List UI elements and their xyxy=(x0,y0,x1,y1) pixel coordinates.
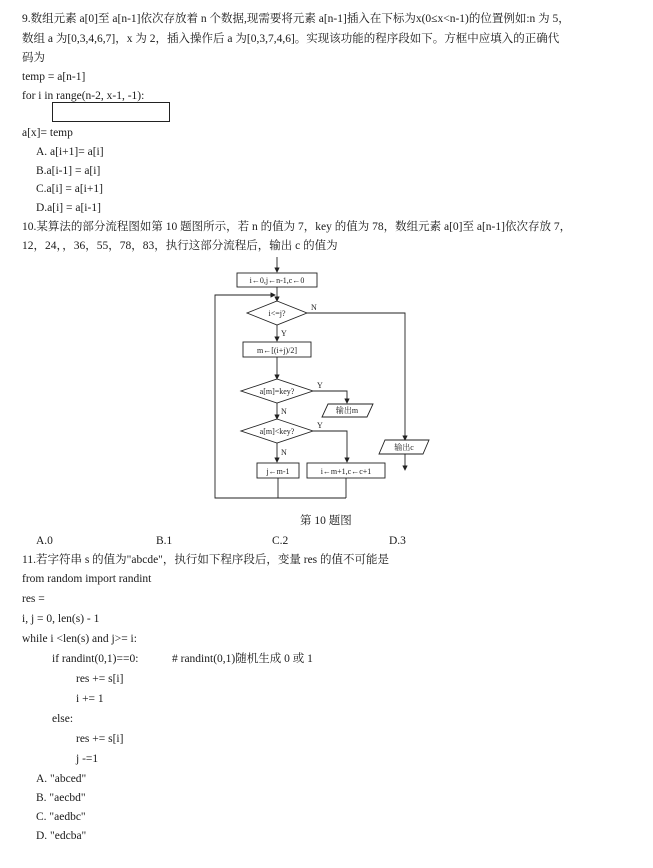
q11-code-line: i, j = 0, len(s) - 1 xyxy=(22,613,100,625)
q11-code-line: res = xyxy=(22,593,45,605)
q9-option-b: B.a[i-1] = a[i] xyxy=(36,165,101,177)
flow-cond1-text: i<=j? xyxy=(268,309,286,318)
q10-option-d: D.3 xyxy=(389,535,406,547)
flow-yes-label: Y xyxy=(317,381,323,390)
q9-stem-line3: 码为 xyxy=(22,52,45,64)
q9-code-line: temp = a[n-1] xyxy=(22,71,86,83)
flow-arrow-yes xyxy=(313,431,347,462)
flow-init-text: i←0,j←n-1,c←0 xyxy=(249,276,305,285)
q11-code-line: j -=1 xyxy=(76,753,99,765)
flow-output-m-text: 输出m xyxy=(335,406,359,415)
q10-figure-caption: 第 10 题图 xyxy=(300,515,352,527)
flow-yes-label: Y xyxy=(281,329,287,338)
q11-code-line: if randint(0,1)==0: xyxy=(52,653,139,665)
q11-code-line: else: xyxy=(52,713,74,725)
flow-no-label: N xyxy=(311,303,317,312)
q11-option-b: B. "aecbd" xyxy=(36,792,86,804)
q9-answer-blank-box xyxy=(52,102,170,122)
flow-cond2-text: a[m]=key? xyxy=(259,387,295,396)
q11-code-line: i += 1 xyxy=(76,693,104,705)
q11-code-line: from random import randint xyxy=(22,573,152,585)
flow-yes-label: Y xyxy=(317,421,323,430)
q11-code-comment: # randint(0,1)随机生成 0 或 1 xyxy=(172,653,313,665)
q11-option-d: D. "edcba" xyxy=(36,830,87,842)
flow-box-i-text: i←m+1,c←c+1 xyxy=(320,467,372,476)
flow-arrow-yes xyxy=(313,391,347,403)
q11-option-a: A. "abced" xyxy=(36,773,87,785)
q9-stem-line2: 数组 a 为[0,3,4,6,7]，x 为 2，插入操作后 a 为[0,3,7,4,6]。实现该功能的程序段如下。方框中应填入的正确代 xyxy=(22,33,560,45)
q9-option-c: C.a[i] = a[i+1] xyxy=(36,183,103,195)
q10-stem-line1: 10.某算法的部分流程图如第 10 题图所示，若 n 的值为 7，key 的值为 78，数组元素 a[0]至 a[n-1]依次存放 7， xyxy=(22,221,572,233)
flow-box-j-text: j←m-1 xyxy=(266,467,290,476)
flow-cond3-text: a[m]<key? xyxy=(259,427,295,436)
q11-stem: 11.若字符串 s 的值为"abcde"，执行如下程序段后，变量 res 的值不可能是 xyxy=(22,554,390,566)
q11-code-line: res += s[i] xyxy=(76,673,124,685)
q9-code-line: for i in range(n-2, x-1, -1): xyxy=(22,90,145,102)
q9-code-line: a[x]= temp xyxy=(22,127,73,139)
q9-option-a: A. a[i+1]= a[i] xyxy=(36,146,104,158)
q10-option-c: C.2 xyxy=(272,535,289,547)
flow-output-c-text: 输出c xyxy=(394,443,414,452)
q10-stem-line2: 12，24，，36，55，78，83，执行这部分流程后，输出 c 的值为 xyxy=(22,240,338,252)
q10-option-a: A.0 xyxy=(36,535,53,547)
q10-flowchart xyxy=(195,255,455,510)
q9-stem-line1: 9.数组元素 a[0]至 a[n-1]依次存放着 n 个数据,现需要将元素 a[n-1]插入在下标为x(0≤x<n-1)的位置例如:n 为 5， xyxy=(22,13,570,25)
flow-no-label: N xyxy=(281,448,287,457)
q11-code-line: while i <len(s) and j>= i: xyxy=(22,633,137,645)
q11-code-line: res += s[i] xyxy=(76,733,124,745)
q11-option-c: C. "aedbc" xyxy=(36,811,86,823)
q9-option-d: D.a[i] = a[i-1] xyxy=(36,202,101,214)
flow-no-label: N xyxy=(281,407,287,416)
q10-option-b: B.1 xyxy=(156,535,173,547)
flow-assign-text: m←[(i+j)/2] xyxy=(256,346,298,355)
